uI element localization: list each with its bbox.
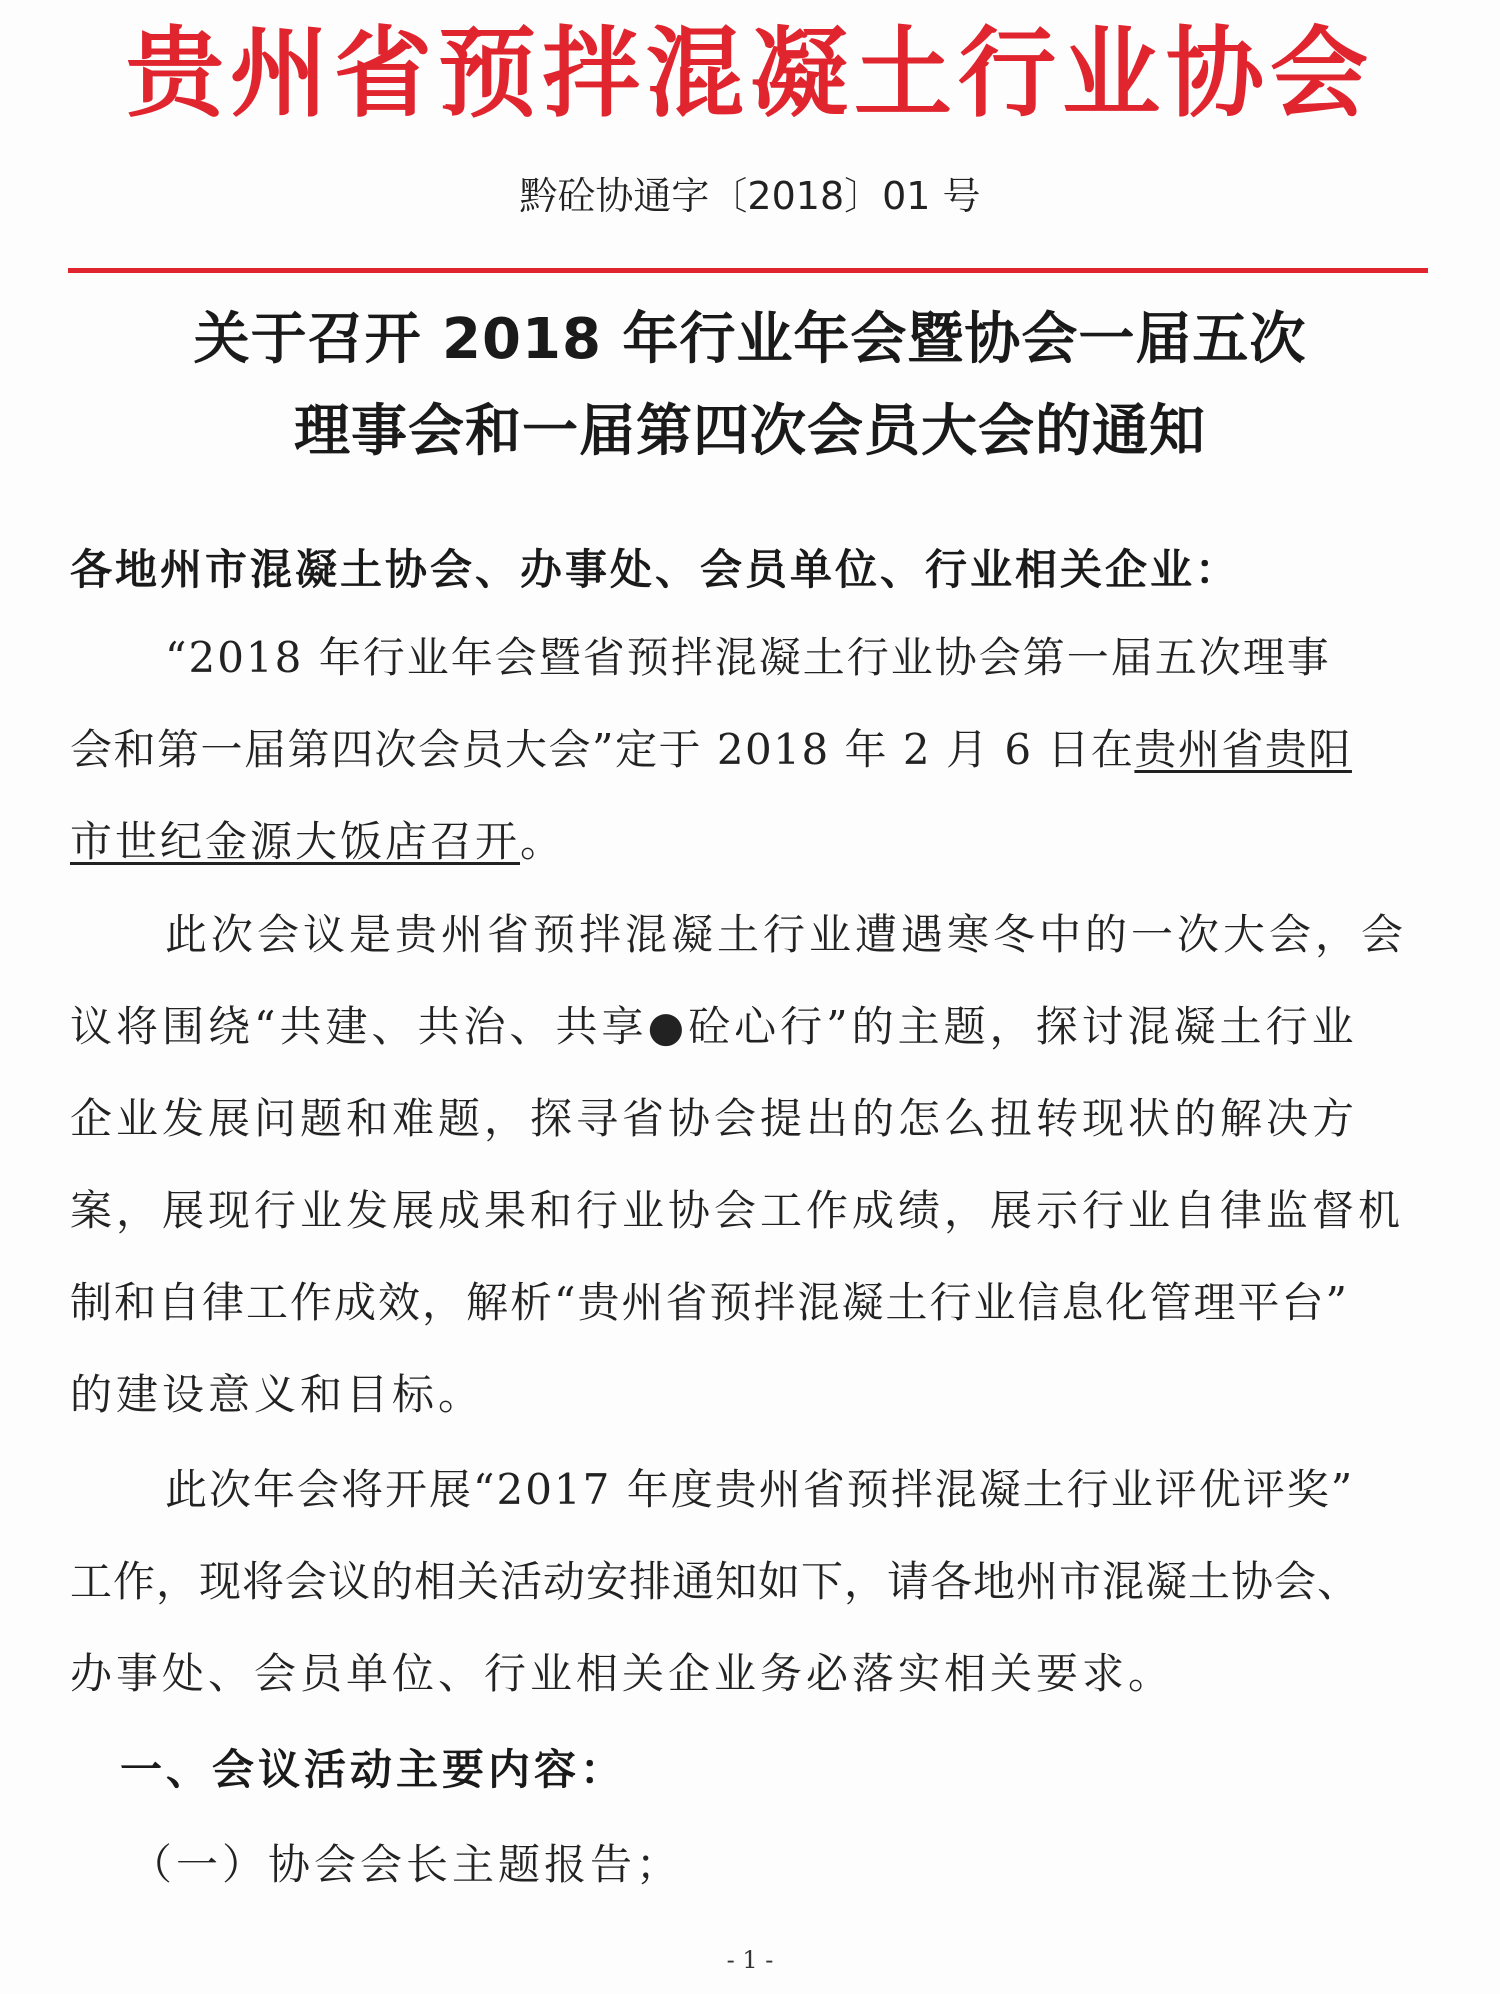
section-1-item-1: （一）协会会长主题报告； xyxy=(130,1840,683,1889)
paragraph-3-line-3: 办事处、会员单位、行业相关企业务必落实相关要求。 xyxy=(70,1649,1175,1698)
document-number: 黔砼协通字〔2018〕01 号 xyxy=(519,174,981,218)
letterhead-divider xyxy=(68,268,1428,273)
organization-letterhead: 贵州省预拌混凝土行业协会 xyxy=(125,17,1374,131)
paragraph-1-line-3-tail: 。 xyxy=(520,817,566,866)
paragraph-2-line-2: 议将围绕“共建、共治、共享●砼心行”的主题，探讨混凝土行业 xyxy=(70,1002,1358,1051)
paragraph-1-line-1: “2018 年行业年会暨省预拌混凝土行业协会第一届五次理事 xyxy=(165,633,1331,682)
paragraph-2-line-1: 此次会议是贵州省预拌混凝土行业遭遇寒冬中的一次大会，会 xyxy=(165,910,1408,959)
paragraph-3-line-2: 工作，现将会议的相关活动安排通知如下，请各地州市混凝土协会、 xyxy=(70,1557,1361,1606)
venue-underlined-part-2: 市世纪金源大饭店召开 xyxy=(70,817,521,866)
paragraph-2-line-3: 企业发展问题和难题，探寻省协会提出的怎么扭转现状的解决方 xyxy=(70,1094,1359,1143)
paragraph-3-line-1: 此次年会将开展“2017 年度贵州省预拌混凝土行业评优评奖” xyxy=(165,1465,1355,1514)
paragraph-1-line-3 xyxy=(70,812,565,872)
paragraph-2-line-4: 案，展现行业发展成果和行业协会工作成绩，展示行业自律监督机 xyxy=(70,1186,1405,1235)
paragraph-2-line-6: 的建设意义和目标。 xyxy=(70,1370,485,1419)
paragraph-1-line-2 xyxy=(70,720,1352,780)
salutation: 各地州市混凝土协会、办事处、会员单位、行业相关企业： xyxy=(70,545,1241,594)
document-title-line-2: 理事会和一届第四次会员大会的通知 xyxy=(294,399,1206,464)
paragraph-2-line-5: 制和自律工作成效，解析“贵州省预拌混凝土行业信息化管理平台” xyxy=(70,1278,1349,1327)
section-1-heading: 一、会议活动主要内容： xyxy=(120,1745,627,1794)
page-number: - 1 - xyxy=(726,1946,774,1974)
venue-underlined-part-1: 贵州省贵阳 xyxy=(1134,725,1352,774)
document-title-line-1: 关于召开 2018 年行业年会暨协会一届五次 xyxy=(193,307,1307,372)
paragraph-1-line-2-text: 会和第一届第四次会员大会”定于 2018 年 2 月 6 日在 xyxy=(70,725,1135,774)
